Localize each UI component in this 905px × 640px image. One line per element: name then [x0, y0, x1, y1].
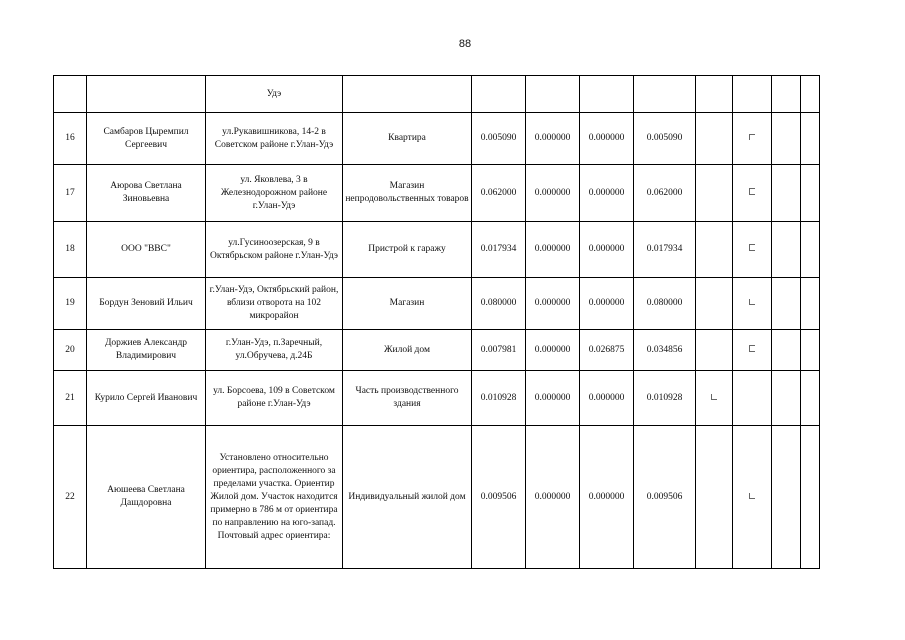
cell-object: Пристрой к гаражу	[343, 222, 472, 278]
cell-value: 0.000000	[526, 165, 580, 222]
table-row	[54, 165, 820, 222]
cell-name: Доржиев Александр Владимирович	[87, 330, 206, 371]
cell-num: 18	[54, 222, 87, 278]
cell-name: Аюшеева Светлана Дашдоровна	[87, 426, 206, 569]
cell-name	[87, 76, 206, 113]
checkbox-mark-icon	[749, 493, 755, 499]
cell-num: 16	[54, 113, 87, 165]
cell-num: 22	[54, 426, 87, 569]
cell-value: 0.000000	[580, 222, 634, 278]
cell-value: 0.017934	[634, 222, 696, 278]
cell-address: Установлено относительно ориентира, расположенного за пределами участка. Ориентир Жилой дом. Участок находится примерно в 786 м от ориентира по направлению на юго-запад. Почтовый адрес ориентира:	[206, 426, 343, 569]
cell-name: Курило Сергей Иванович	[87, 371, 206, 426]
table-row	[54, 426, 820, 569]
cell-value: 0.000000	[526, 222, 580, 278]
table-row	[54, 371, 820, 426]
cell-value: 0.010928	[634, 371, 696, 426]
checkbox-mark-icon	[749, 188, 755, 195]
cell-object: Часть производственного здания	[343, 371, 472, 426]
cell-name: ООО "ВВС"	[87, 222, 206, 278]
table-row	[54, 278, 820, 330]
cell-value: 0.080000	[634, 278, 696, 330]
checkbox-mark-icon	[749, 244, 755, 251]
cell-object: Квартира	[343, 113, 472, 165]
cell-value: 0.026875	[580, 330, 634, 371]
cell-num: 19	[54, 278, 87, 330]
cell-object: Жилой дом	[343, 330, 472, 371]
table-row	[54, 76, 820, 113]
cell-name: Аюрова Светлана Зиновьевна	[87, 165, 206, 222]
cell-value: 0.009506	[472, 426, 526, 569]
cell-num: 21	[54, 371, 87, 426]
table-row	[54, 330, 820, 371]
checkbox-mark-icon	[711, 394, 717, 400]
cell-object: Индивидуальный жилой дом	[343, 426, 472, 569]
checkbox-mark-icon	[749, 345, 755, 352]
cell-num	[54, 76, 87, 113]
cell-value: 0.000000	[526, 113, 580, 165]
cell-object: Магазин непродовольственных товаров	[343, 165, 472, 222]
cell-value: 0.062000	[472, 165, 526, 222]
cell-address: Удэ	[206, 76, 343, 113]
cell-value: 0.000000	[580, 371, 634, 426]
cell-value: 0.005090	[472, 113, 526, 165]
registry-table	[53, 75, 820, 569]
cell-value: 0.000000	[580, 113, 634, 165]
cell-value: 0.000000	[580, 278, 634, 330]
cell-num: 20	[54, 330, 87, 371]
cell-value: 0.007981	[472, 330, 526, 371]
cell-name: Бордун Зеновий Ильич	[87, 278, 206, 330]
cell-value: 0.000000	[526, 330, 580, 371]
cell-value: 0.034856	[634, 330, 696, 371]
cell-value: 0.062000	[634, 165, 696, 222]
cell-value: 0.080000	[472, 278, 526, 330]
cell-value: 0.009506	[634, 426, 696, 569]
cell-address: г.Улан-Удэ, п.Заречный, ул.Обручева, д.24Б	[206, 330, 343, 371]
cell-value: 0.000000	[580, 426, 634, 569]
table-row	[54, 113, 820, 165]
cell-address: г.Улан-Удэ, Октябрьский район, вблизи отворота на 102 микрорайон	[206, 278, 343, 330]
cell-name: Самбаров Цыремпил Сергеевич	[87, 113, 206, 165]
checkbox-mark-icon	[749, 299, 755, 305]
table-row	[54, 222, 820, 278]
cell-value: 0.000000	[526, 278, 580, 330]
cell-address: ул.Рукавишникова, 14-2 в Советском районе г.Улан-Удэ	[206, 113, 343, 165]
cell-value: 0.010928	[472, 371, 526, 426]
cell-address: ул. Яковлева, 3 в Железнодорожном районе г.Улан-Удэ	[206, 165, 343, 222]
cell-address: ул.Гусиноозерская, 9 в Октябрьском районе г.Улан-Удэ	[206, 222, 343, 278]
cell-value: 0.000000	[526, 426, 580, 569]
cell-object	[343, 76, 472, 113]
cell-address: ул. Борсоева, 109 в Советском районе г.Улан-Удэ	[206, 371, 343, 426]
cell-value: 0.000000	[580, 165, 634, 222]
cell-value: 0.005090	[634, 113, 696, 165]
cell-value: 0.000000	[526, 371, 580, 426]
cell-value: 0.017934	[472, 222, 526, 278]
page-number: 88	[458, 38, 472, 50]
cell-object: Магазин	[343, 278, 472, 330]
cell-num: 17	[54, 165, 87, 222]
checkbox-mark-icon	[749, 134, 755, 140]
